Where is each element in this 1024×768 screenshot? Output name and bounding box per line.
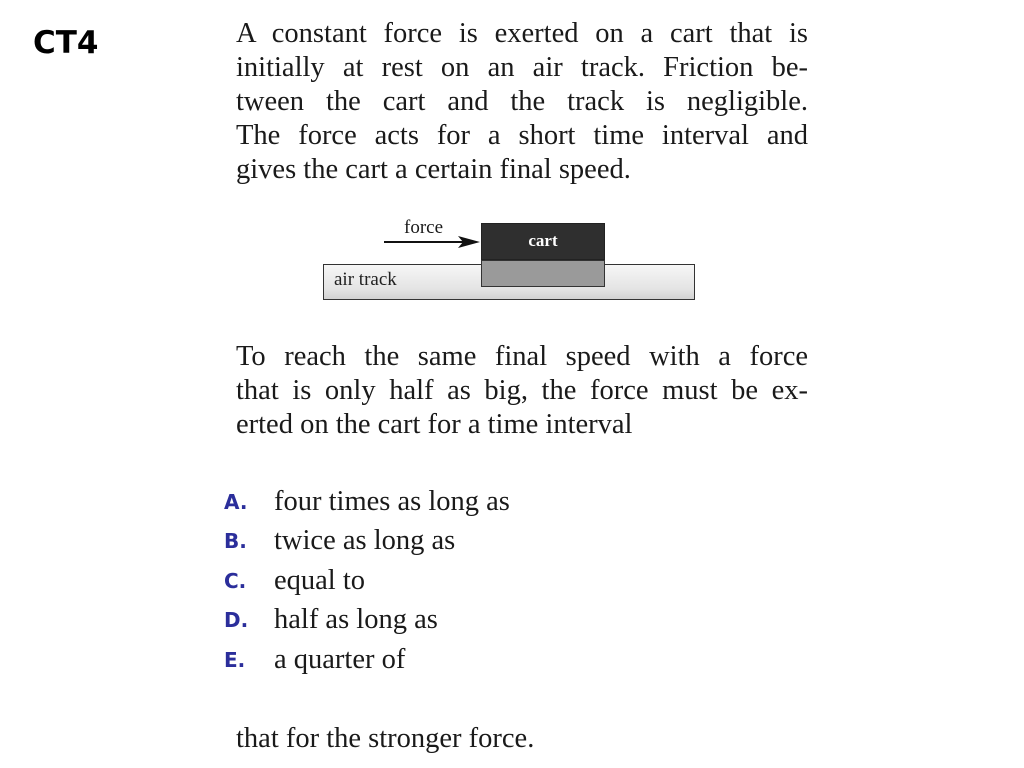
option-c[interactable] xyxy=(224,561,510,601)
intro-line: tween the cart and the track is negligible. xyxy=(236,86,808,117)
question-closing: that for the stronger force. xyxy=(236,723,535,754)
question-prompt xyxy=(236,340,808,442)
option-letter: C. xyxy=(224,568,247,593)
option-letter: D. xyxy=(224,608,249,633)
option-a[interactable] xyxy=(224,482,510,522)
cart-base xyxy=(481,260,605,287)
option-letter: A. xyxy=(224,489,248,514)
force-arrow-icon xyxy=(384,235,484,249)
option-e[interactable] xyxy=(224,640,510,680)
option-text: twice as long as xyxy=(274,525,456,557)
intro-line: A constant force is exerted on a cart that is xyxy=(236,18,808,49)
answer-options xyxy=(224,482,510,680)
option-text: equal to xyxy=(274,564,366,596)
intro-line: initially at rest on an air track. Friction be- xyxy=(236,52,808,83)
option-b[interactable] xyxy=(224,522,510,562)
cart-on-air-track-figure xyxy=(320,212,700,306)
intro-line: gives the cart a certain final speed. xyxy=(236,154,631,185)
option-d[interactable] xyxy=(224,601,510,641)
prompt-line: To reach the same final speed with a force xyxy=(236,341,808,372)
cart-body xyxy=(481,223,605,260)
option-text: four times as long as xyxy=(274,485,510,517)
air-track-label: air track xyxy=(334,269,397,290)
prompt-line: that is only half as big, the force must be ex- xyxy=(236,375,808,406)
prompt-line: erted on the cart for a time interval xyxy=(236,409,633,440)
intro-line: The force acts for a short time interval and xyxy=(236,120,808,151)
option-letter: E. xyxy=(224,647,246,672)
cart-label: cart xyxy=(528,231,558,250)
slide-label: CT4 xyxy=(33,25,99,61)
option-text: a quarter of xyxy=(274,643,406,675)
option-text: half as long as xyxy=(274,604,438,636)
question-intro xyxy=(236,17,808,187)
option-letter: B. xyxy=(224,529,247,554)
force-label: force xyxy=(404,217,444,238)
